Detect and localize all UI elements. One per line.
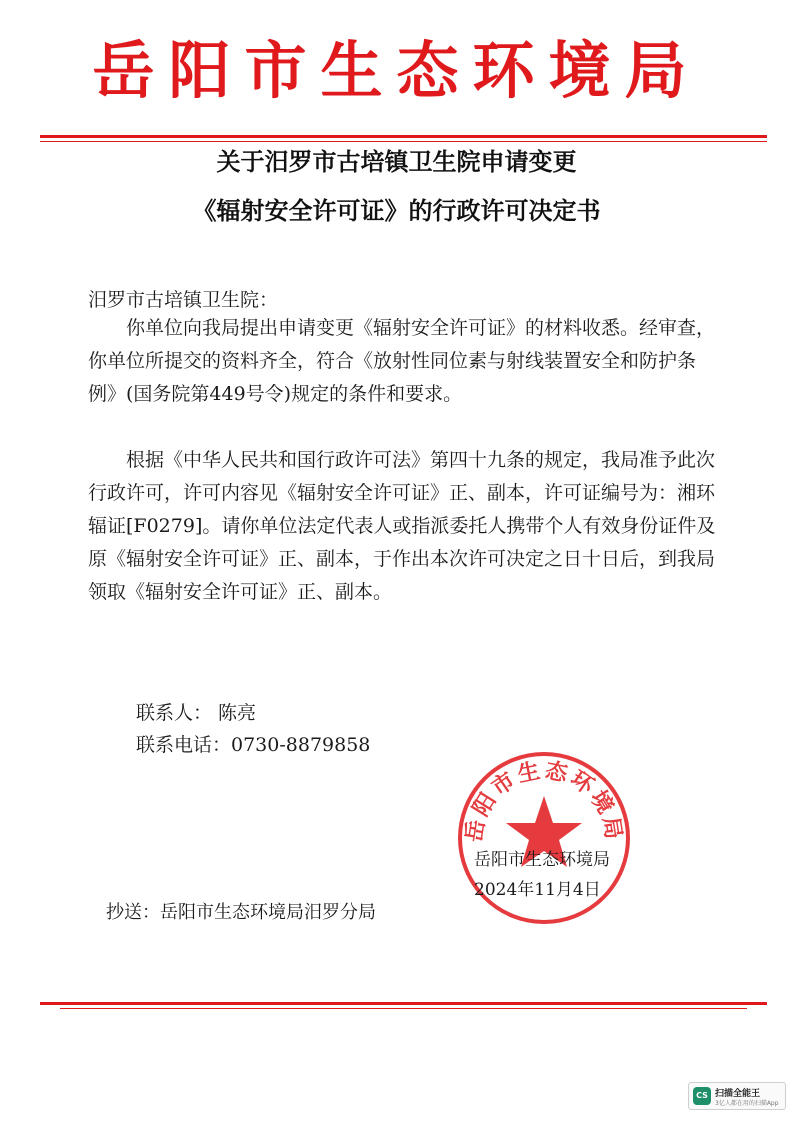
body-paragraph-2: 根据《中华人民共和国行政许可法》第四十九条的规定，我局准予此次行政许可，许可内容见《辐射安全许可证》正、副本，许可证编号为：湘环辐证[F0279]。请你单位法定代表人或指派委托人携带个人有效身份证件及原《辐射安全许可证》正、副本，于作出本次许可决定之日十日后，到我局领取《辐射安全许可证》正、副本。 xyxy=(88,449,716,603)
cs-app-icon: CS xyxy=(693,1087,711,1105)
svg-text:岳阳市生态环境局: 岳阳市生态环境局 xyxy=(462,758,626,844)
body-paragraph-1: 你单位向我局提出申请变更《辐射安全许可证》的材料收悉。经审查，你单位所提交的资料齐全，符合《放射性同位素与射线装置安全和防护条例》(国务院第449号令)规定的条件和要求。 xyxy=(88,317,716,405)
scanner-app-tagline: 3亿人都在用的扫描App xyxy=(715,1100,779,1107)
document-title-line1: 关于汨罗市古培镇卫生院申请变更 xyxy=(216,148,577,176)
scanner-app-name: 扫描全能王 xyxy=(715,1089,761,1099)
scanner-watermark-badge xyxy=(688,1082,786,1110)
cc-line: 抄送：岳阳市生态环境局汨罗分局 xyxy=(106,902,376,923)
addressee: 汨罗市古培镇卫生院： xyxy=(88,289,279,311)
agency-masthead: 岳阳市生态环境局 xyxy=(92,34,701,107)
issuer-name: 岳阳市生态环境局 xyxy=(474,850,610,870)
contact-person: 联系人： 陈亮 xyxy=(136,702,257,724)
document-title-line2: 《辐射安全许可证》的行政许可决定书 xyxy=(192,197,601,225)
header-red-rule-thin xyxy=(40,141,767,142)
contact-phone: 联系电话：0730-8879858 xyxy=(136,734,371,756)
issue-date: 2024年11月4日 xyxy=(474,880,601,900)
footer-red-rule-thin xyxy=(60,1008,747,1009)
footer-red-rule-thick xyxy=(40,1002,767,1005)
header-red-rule-thick xyxy=(40,135,767,138)
